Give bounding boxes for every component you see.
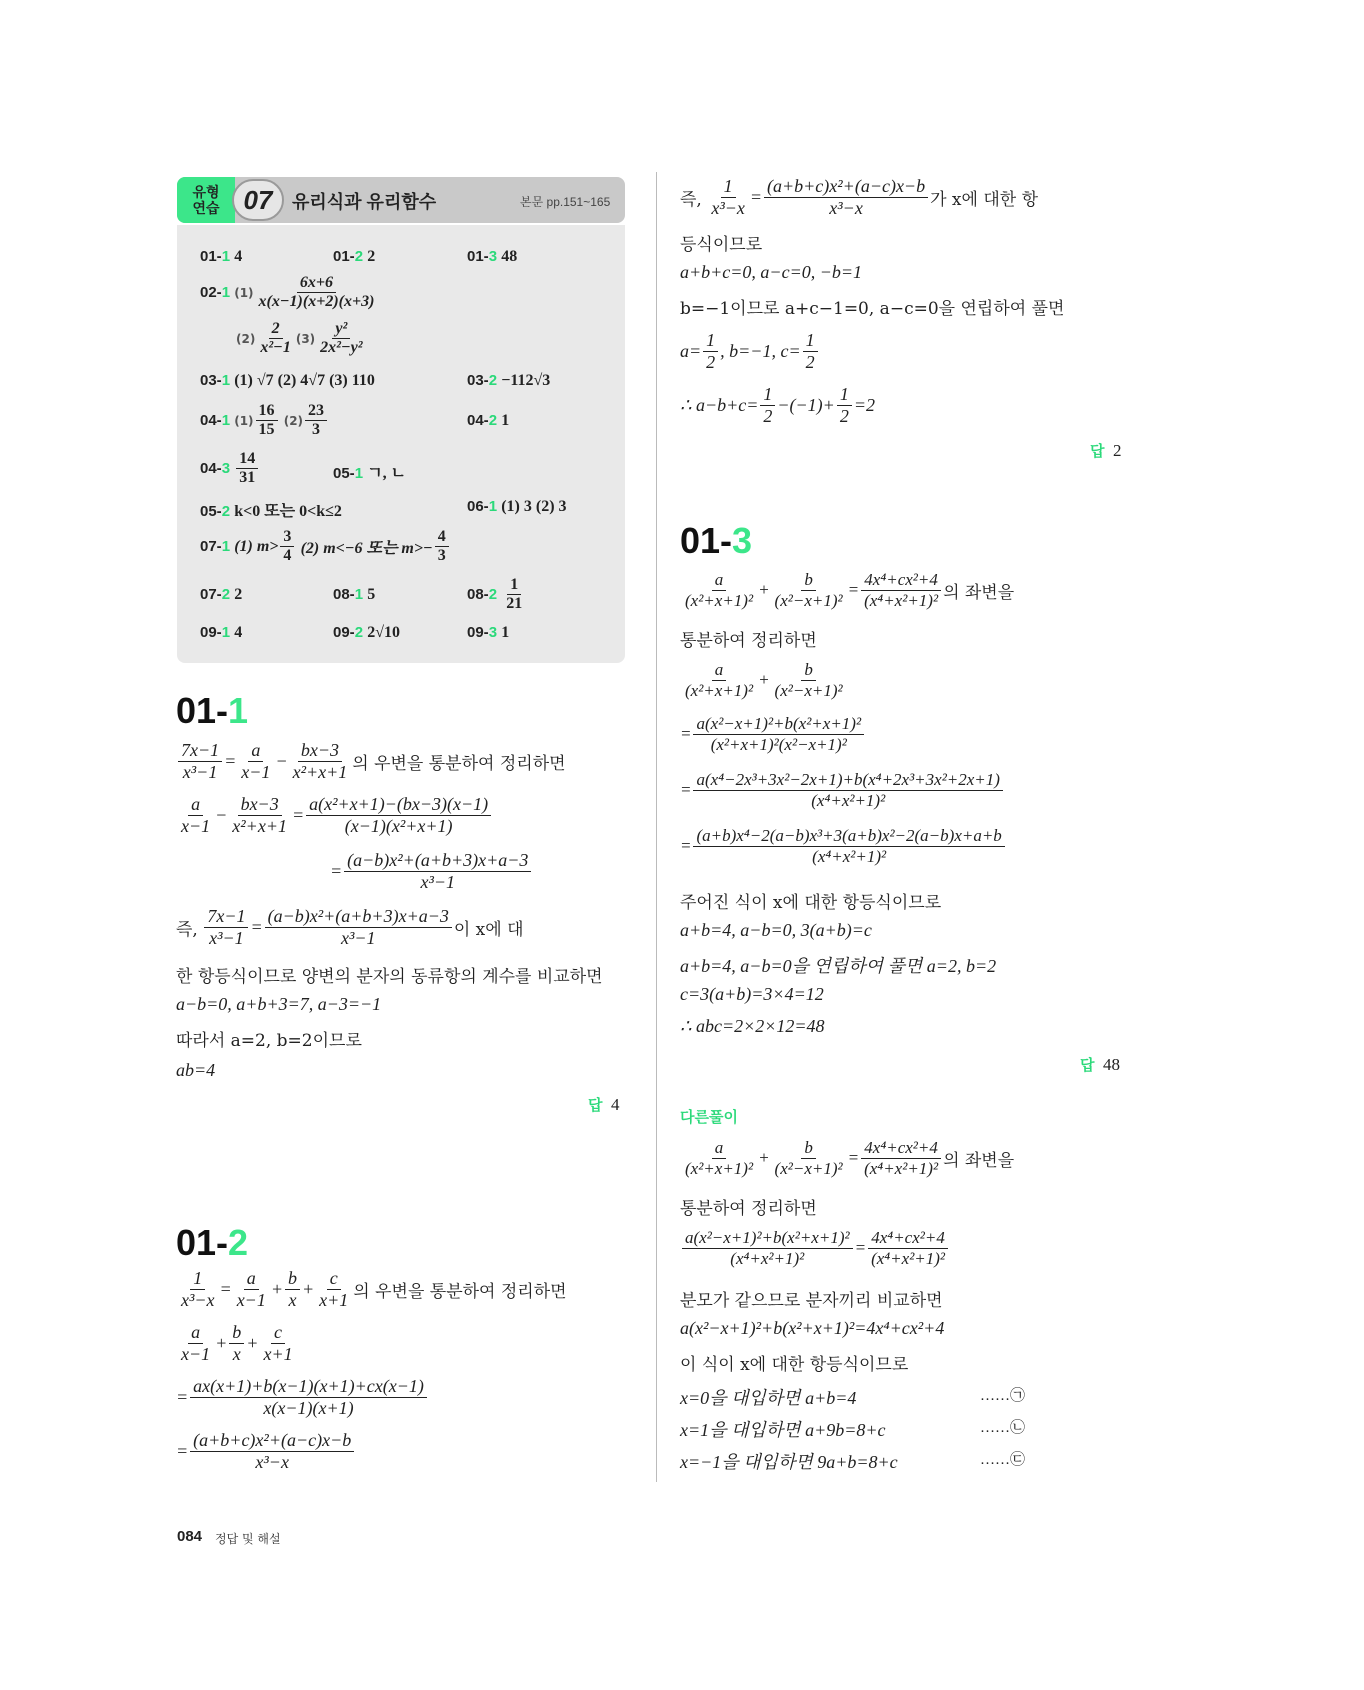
s013-line8: a+b=4, a−b=0, 3(a+b)=c <box>680 920 872 940</box>
s011-line4: 즉, $\frac{7x-1}{\text{x³−1}}$ = $\frac{\text{(a−b)x²+(a+b+3)x+a−3}}{\text{x³−1}}$ 이 x에 대 <box>176 906 524 948</box>
section-title-01-1: 01-1 <box>176 690 249 731</box>
section-title-01-3: 01-3 <box>680 520 753 561</box>
chapter-number-badge: 07 <box>232 179 284 221</box>
type-practice-tag: 유형 연습 <box>177 177 235 223</box>
r012-line6: ∴ a−b+c= $\frac{1}{2}$ −(−1)+ $\frac{1}{2}$ =2 <box>680 384 875 426</box>
answer-02-1: 02- 1 (1) $\frac{6x+6}{x(x-1)(x+2)(x+3)}$ <box>200 274 375 311</box>
answer-09-1: 09-1 4 <box>200 624 243 641</box>
footer-label: 정답 및 해설 <box>215 1532 281 1546</box>
s013-line4: = $\frac{\text{a(x²−x+1)²+b(x²+x+1)²}}{\text{(x²+x+1)²(x²−x+1)²}}$ <box>680 714 866 754</box>
alt-marker-1: ……㉠ <box>980 1388 1026 1404</box>
s013-answer: 답 48 <box>1080 1055 1120 1074</box>
s013-line9: a+b=4, a−b=0을 연립하여 풀면 a=2, b=2 <box>680 956 997 976</box>
answer-07-2: 07-2 2 <box>200 586 243 603</box>
s011-line3: = $\frac{\text{(a−b)x²+(a+b+3)x+a−3}}{\text{x³−1}}$ <box>330 850 533 892</box>
s013-line11: ∴ abc=2×2×12=48 <box>680 1016 825 1036</box>
answer-09-2: 09-2 2√10 <box>333 624 400 641</box>
r012-line5: a= $\frac{1}{2}$ , b=−1, c= $\frac{1}{2}$ <box>680 330 820 372</box>
answer-09-3: 09-3 1 <box>467 624 510 641</box>
r012-line3: a+b+c=0, a−c=0, −b=1 <box>680 262 863 282</box>
s011-line6: a−b=0, a+b+3=7, a−3=−1 <box>176 994 382 1014</box>
s013-line10: c=3(a+b)=3×4=12 <box>680 984 824 1004</box>
answer-05-1: 05-1 ㄱ, ㄴ <box>333 465 407 482</box>
answer-08-2: 08- 2 $\frac{1}{21}$ <box>467 576 523 613</box>
r012-line1: 즉, $\frac{1}{\text{x³−x}}$ = $\frac{\text{(a+b+c)x²+(a−c)x−b}}{\text{x³−x}}$ 가 x에 대한 항 <box>680 176 1038 218</box>
answer-02-1-parts: (2) $\frac{2}{\text{x²−1}}$ (3) $\frac{\text{y²}}{\text{2x²−y²}}$ <box>236 320 363 357</box>
answer-04-3: 04- 3 $\frac{14}{31}$ <box>200 450 260 488</box>
answer-04-1: 04- 1 (1) $\frac{16}{15}$ (2) $\frac{23}{3}$ <box>200 402 329 440</box>
s011-line5: 한 항등식이므로 양변의 분자의 동류항의 계수를 비교하면 <box>176 967 603 987</box>
answer-03-1: 03-1 (1) √7 (2) 4√7 (3) 110 <box>200 372 375 389</box>
alt-line2: 통분하여 정리하면 <box>680 1199 817 1219</box>
answer-01-1: 01-1 4 <box>200 248 243 265</box>
answer-01-2: 01-2 2 <box>333 248 376 265</box>
s011-line7: 따라서 a=2, b=2이므로 <box>176 1031 362 1051</box>
s013-line7: 주어진 식이 x에 대한 항등식이므로 <box>680 893 942 913</box>
column-divider <box>656 172 657 1482</box>
alt-line7: x=0을 대입하면 a+b=4 <box>680 1388 857 1408</box>
s012-line3: = $\frac{ax(x+1)+b(x-1)(x+1)+cx(x-1)}{x(x-1)(x+1)}$ <box>176 1376 429 1418</box>
section-title-01-2: 01-2 <box>176 1222 249 1263</box>
s013-line1: $\frac{a}{\text{(x²+x+1)²}}$ + $\frac{b}{\text{(x²−x+1)²}}$ = $\frac{\text{4x⁴+cx²+4}}{\text{(x⁴+x²+1)²}}$ 의 좌변을 <box>685 570 1015 610</box>
r012-line4: b=−1이므로 a+c−1=0, a−c=0을 연립하여 풀면 <box>680 299 1065 319</box>
alt-line9: x=−1을 대입하면 9a+b=8+c <box>680 1452 898 1472</box>
s011-line8: ab=4 <box>176 1060 216 1080</box>
alt-line5: a(x²−x+1)²+b(x²+x+1)²=4x⁴+cx²+4 <box>680 1318 945 1338</box>
s011-line1: $\frac{7x-1}{\text{x³−1}}$ = $\frac{a}{x-1}$ − $\frac{bx-3}{\text{x²+x+1}}$ 의 우변을 통분하여 정리하면 <box>176 740 566 782</box>
s012-line2: $\frac{a}{x-1}$ + $\frac{b}{x}$ + $\frac{c}{x+1}$ <box>181 1322 293 1364</box>
s013-line5: = $\frac{\text{a(x⁴−2x³+3x²−2x+1)+b(x⁴+2x³+3x²+2x+1)}}{\text{(x⁴+x²+1)²}}$ <box>680 770 1005 810</box>
page-number: 084 <box>177 1528 203 1545</box>
alt-line4: 분모가 같으므로 분자끼리 비교하면 <box>680 1291 943 1311</box>
s011-line2: $\frac{a}{x-1}$ − $\frac{bx-3}{\text{x²+x+1}}$ = $\frac{\text{a(x²+x+1)−(bx−3)(x−1)}}{\text{(x−1)(x²+x+1)}}$ <box>176 794 493 836</box>
s013-line6: = $\frac{\text{(a+b)x⁴−2(a−b)x³+3(a+b)x²−2(a−b)x+a+b}}{\text{(x⁴+x²+1)²}}$ <box>680 826 1007 866</box>
chapter-title: 유리식과 유리함수 <box>292 192 437 212</box>
s013-line3: $\frac{a}{\text{(x²+x+1)²}}$ + $\frac{b}{\text{(x²−x+1)²}}$ <box>685 660 843 700</box>
alt-line1: $\frac{a}{\text{(x²+x+1)²}}$ + $\frac{b}{\text{(x²−x+1)²}}$ = $\frac{\text{4x⁴+cx²+4}}{\text{(x⁴+x²+1)²}}$ 의 좌변을 <box>685 1138 1015 1178</box>
alt-line8: x=1을 대입하면 a+9b=8+c <box>680 1420 886 1440</box>
answer-04-2: 04-2 1 <box>467 412 510 429</box>
s013-line2: 통분하여 정리하면 <box>680 631 817 651</box>
s012-line1: $\frac{1}{\text{x³−x}}$ = $\frac{a}{x-1}$ + $\frac{b}{x}$ + $\frac{c}{x+1}$ 의 우변을 통분하여 정리하면 <box>181 1268 567 1310</box>
alt-marker-3: ……㉢ <box>980 1452 1026 1468</box>
answer-05-2: 05-2 k<0 또는 0<k≤2 <box>200 503 342 520</box>
s012-line4: = $\frac{\text{(a+b+c)x²+(a−c)x−b}}{\text{x³−x}}$ <box>176 1430 356 1472</box>
answer-01-3: 01-3 48 <box>467 248 518 265</box>
alt-marker-2: ……㉡ <box>980 1420 1026 1436</box>
answer-07-1: 07- 1 (1) m> $\frac{3}{4}$ (2) m<−6 또는 m>− $\frac{4}{3}$ <box>200 528 451 566</box>
r012-answer: 답 2 <box>1090 441 1122 460</box>
answer-06-1: 06-1 (1) 3 (2) 3 <box>467 498 567 515</box>
alt-line6: 이 식이 x에 대한 항등식이므로 <box>680 1355 909 1375</box>
alt-line3: $\frac{\text{a(x²−x+1)²+b(x²+x+1)²}}{\text{(x⁴+x²+1)²}}$ = $\frac{\text{4x⁴+cx²+4}}{\text{(x⁴+x²+1)²}}$ <box>680 1228 950 1268</box>
answer-08-1: 08-1 5 <box>333 586 376 603</box>
page-reference: 본문 pp.151~165 <box>520 195 611 209</box>
r012-line2: 등식이므로 <box>680 235 763 255</box>
answer-03-2: 03-2 −112√3 <box>467 372 551 389</box>
s011-answer: 답 4 <box>588 1095 620 1114</box>
alt-solution-title: 다른풀이 <box>680 1108 738 1126</box>
